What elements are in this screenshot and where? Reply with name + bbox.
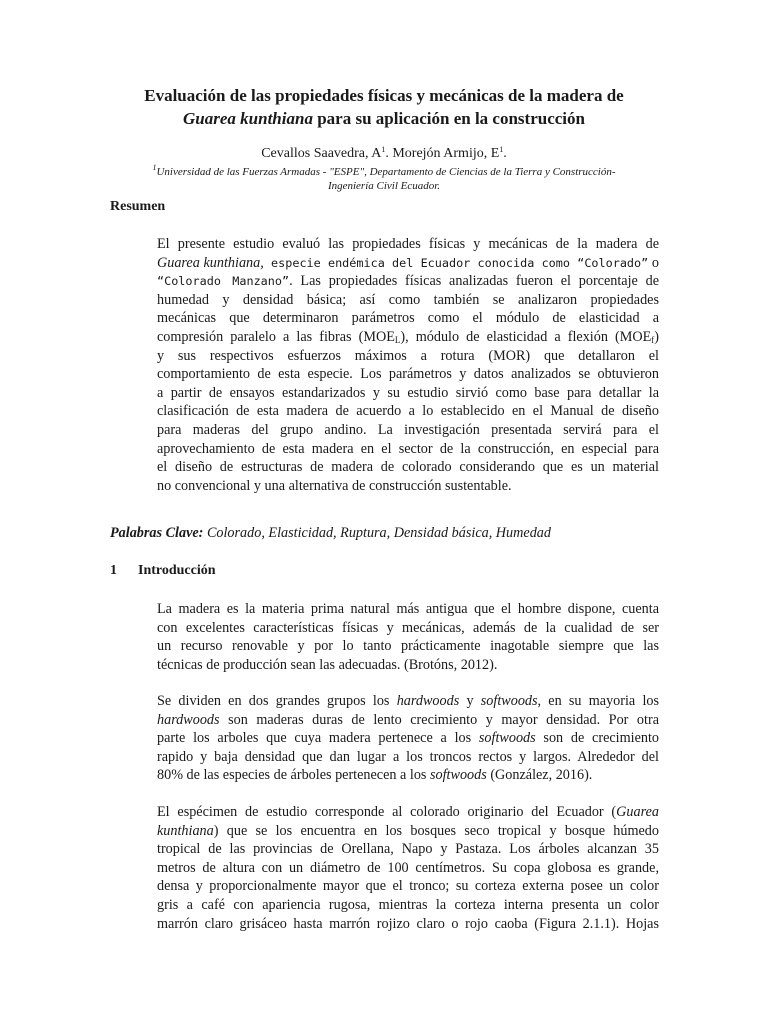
body-text: son maderas duras de lento crecimiento y mayor densidad. Por otra [219, 711, 659, 728]
term-softwoods: softwoods [480, 693, 538, 709]
body-line: densa y proporcionalmente mayor que el tronco; su corteza externa posee un color [157, 878, 659, 895]
author-2: Morejón Armijo, E [392, 146, 500, 161]
body-line-last [157, 766, 659, 785]
body-text: ) que se los encuentra en los bosques seco tropical y bosque húmedo [213, 822, 659, 839]
body-line [157, 729, 659, 748]
body-text: El espécimen de estudio corresponde al colorado originario del Ecuador ( [157, 804, 617, 820]
body-line: con excelentes características físicas y mecánicas, además de la cualidad de ser [157, 619, 659, 636]
body-line: metros de altura con un diámetro de 100 centímetros. Su copa globosa es grande, [157, 859, 659, 876]
abstract-line: el diseño de estructuras de madera de colorado considerando que es un material [157, 459, 659, 476]
abstract-paragraph [157, 235, 659, 495]
abstract-line: humedad y densidad básica; así como también se analizaron propiedades [157, 291, 659, 308]
keywords-list: Colorado, Elasticidad, Ruptura, Densidad básica, Humedad [203, 525, 551, 541]
title-line-2 [110, 107, 658, 130]
title-line-2-rest: para su aplicación en la construcción [312, 109, 585, 128]
body-line [157, 822, 659, 841]
species-name: Guarea kunthiana, [157, 254, 264, 271]
abstract-line [157, 272, 659, 291]
intro-paragraph-1 [157, 600, 659, 674]
subscript-f: f [651, 334, 655, 345]
abstract-line [157, 254, 659, 273]
term-hardwoods: hardwoods [157, 711, 220, 728]
section-heading-introduccion: Introducción [138, 563, 216, 578]
abstract-line: comportamiento de esta especie. Los parámetros y datos analizados se obtuvieron [157, 366, 659, 383]
abstract-line: y sus respectivos esfuerzos máximos a rotura (MOR) que detallaron el [157, 347, 659, 364]
body-line: gris a café con apariencia rugosa, mientras la corteza interna presenta un color [157, 896, 659, 913]
body-line [157, 711, 659, 730]
term-softwoods: softwoods [478, 730, 536, 747]
abstract-mono-text: especie endémica del Ecuador conocida como “Colorado” [263, 255, 649, 270]
author-1-affiliation-mark: 1 [381, 145, 386, 154]
body-line-last: técnicas de producción sean las adecuadas. (Brotóns, 2012). [157, 656, 498, 673]
body-text: Se dividen en dos grandes grupos los [157, 693, 397, 709]
author-list [110, 145, 658, 163]
abstract-text: o [648, 254, 659, 271]
author-2-affiliation-mark: 1 [499, 145, 504, 154]
body-line: un recurso renovable y por lo tanto prácticamente inagotable siempre que las [157, 638, 659, 655]
subscript-l: L [394, 334, 401, 345]
keywords [110, 524, 670, 542]
intro-paragraph-2 [157, 692, 659, 785]
affiliation-line-1 [100, 165, 668, 179]
abstract-line: para maderas del grupo andino. La investigación presentada servirá para el [157, 421, 659, 438]
species-name: kunthiana [157, 822, 214, 839]
abstract-line-last: no convencional y una alternativa de construcción sustentable. [157, 477, 512, 494]
abstract-line: a partir de ensayos estandarizados y su estudio sirvió como base para detallar la [157, 384, 659, 401]
body-text: (González, 2016). [486, 767, 593, 784]
abstract-heading: Resumen [110, 199, 166, 214]
term-hardwoods: hardwoods [396, 693, 460, 709]
term-softwoods: softwoods [430, 767, 487, 784]
abstract-line: clasificación de esta madera de acuerdo a lo establecido en el Manual de diseño [157, 403, 659, 420]
paper-title [110, 84, 658, 130]
species-name: Guarea [616, 804, 659, 820]
body-line: tropical de las provincias de Orellana, Napo y Pastaza. Los árboles alcanzan 35 [157, 841, 659, 858]
abstract-line: aprovechamiento de esta madera en el sector de la construcción, en especial para [157, 440, 659, 457]
body-text: son de crecimiento [535, 730, 659, 747]
section-number: 1 [110, 563, 117, 578]
abstract-text: ) [654, 328, 659, 345]
abstract-text: ), módulo de elasticidad a flexión (MOE [400, 328, 652, 345]
affiliation-line-2: Ingeniería Civil Ecuador. [327, 180, 441, 192]
author-separator: . [385, 146, 393, 161]
body-line [157, 692, 659, 711]
abstract-line: El presente estudio evaluó las propiedades físicas y mecánicas de la madera de [157, 236, 659, 252]
body-line [157, 803, 659, 822]
title-line-1: Evaluación de las propiedades físicas y mecánicas de la madera de [144, 86, 624, 105]
affiliation-mark: 1 [152, 163, 157, 172]
abstract-line: mecánicas que determinaron parámetros como el módulo de elasticidad a [157, 310, 659, 327]
author-end: . [503, 146, 507, 161]
affiliation [100, 165, 668, 193]
body-text: y [459, 693, 481, 709]
body-text: , en su mayoria los [537, 693, 659, 709]
abstract-mono-text: “Colorado Manzano” [157, 274, 290, 289]
author-1: Cevallos Saavedra, A [261, 146, 382, 161]
affiliation-text-1: Universidad de las Fuerzas Armadas - "ESPE", Departamento de Ciencias de la Tierra y Construcción- [156, 166, 616, 178]
body-text: 80% de las especies de árboles pertenecen a los [157, 767, 430, 784]
body-line: rapido y baja densidad que dan lugar a los troncos rectos y largos. Alrededor del [157, 748, 659, 765]
body-text: parte los arboles que cuya madera pertenece a los [157, 730, 479, 747]
abstract-text: compresión paralelo a las fibras (MOE [157, 328, 395, 345]
abstract-line [157, 328, 659, 347]
intro-paragraph-3 [157, 803, 659, 933]
abstract-text: . Las propiedades físicas analizadas fueron el porcentaje de [289, 273, 659, 290]
body-line: marrón claro grisáceo hasta marrón rojizo claro o rojo caoba (Figura 2.1.1). Hojas [157, 915, 659, 932]
keywords-label: Palabras Clave: [110, 525, 204, 541]
title-species-name: Guarea kunthiana [183, 109, 313, 128]
body-line: La madera es la materia prima natural más antigua que el hombre dispone, cuenta [157, 601, 659, 617]
